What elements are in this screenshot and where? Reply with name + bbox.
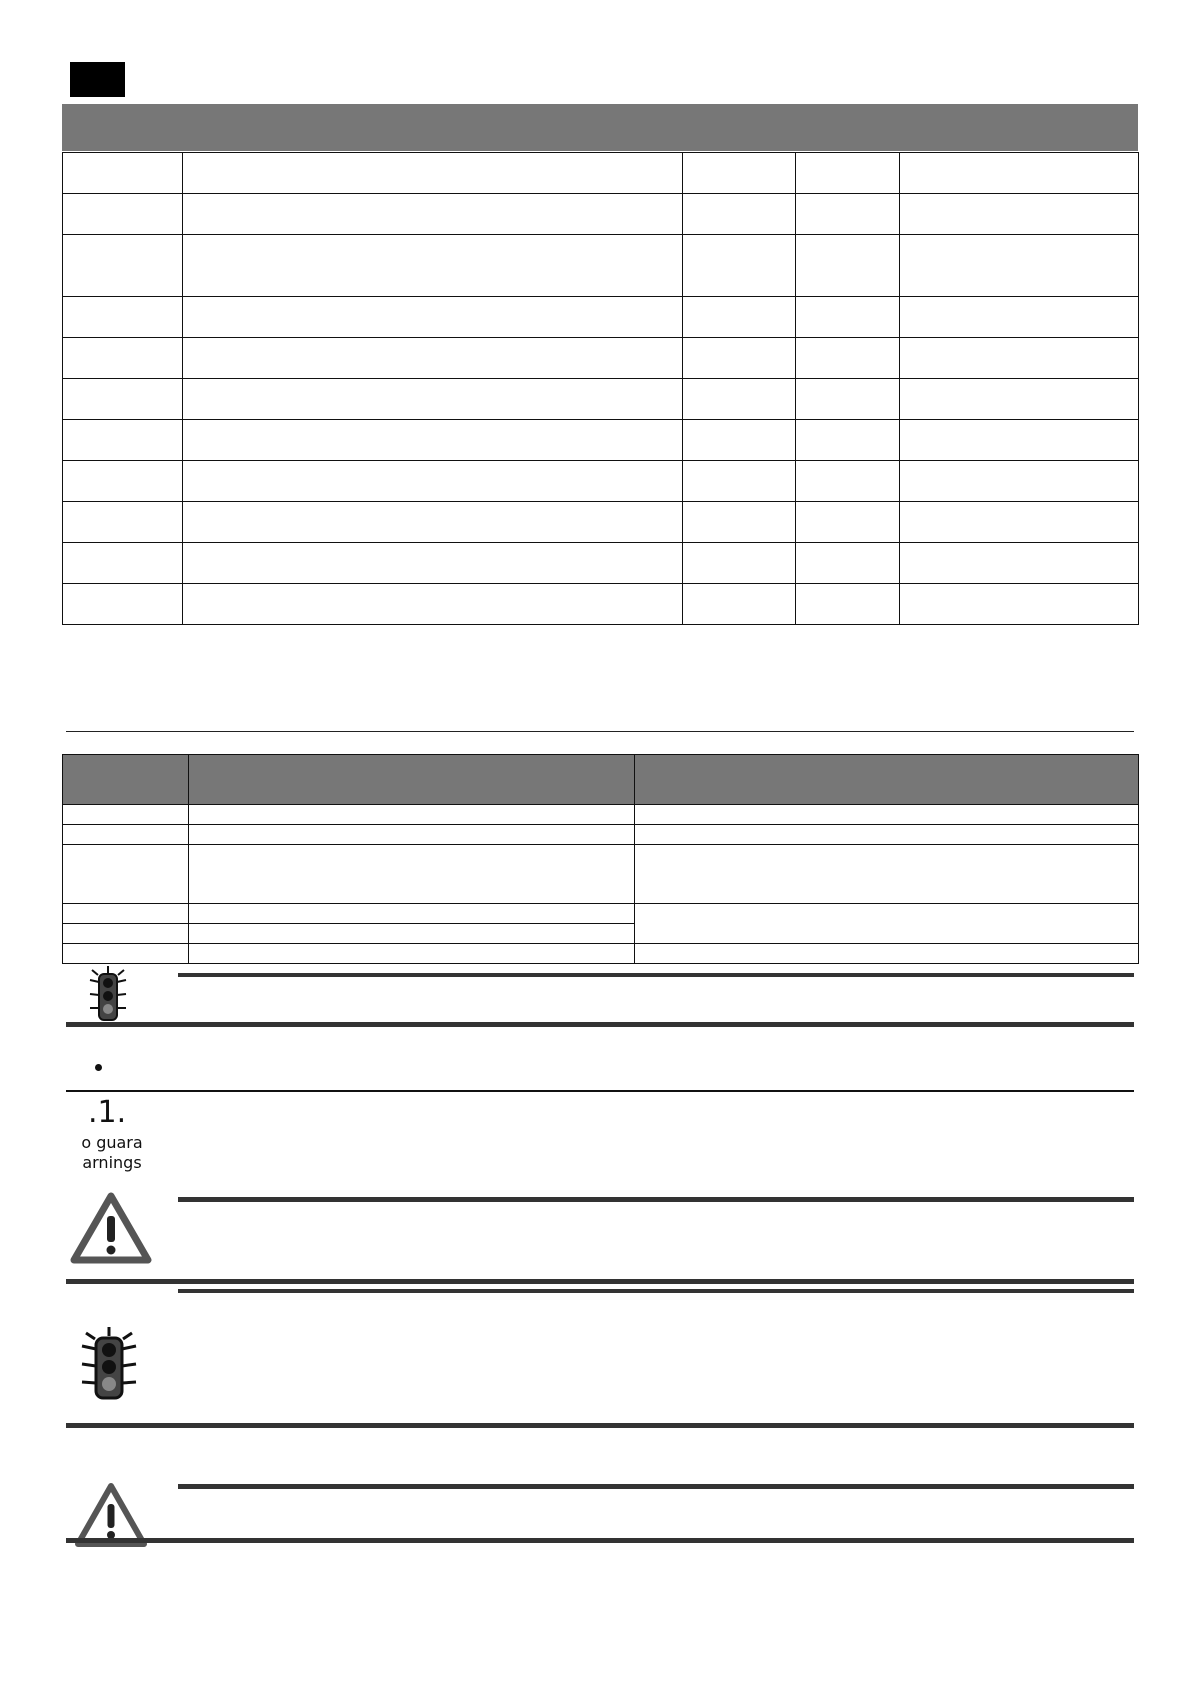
table-cell (796, 194, 900, 235)
table-row (63, 825, 1139, 845)
side-heading-line-2: arnings (82, 1153, 142, 1172)
table-cell (183, 379, 683, 420)
table-row (63, 153, 1139, 194)
table-cell (900, 379, 1139, 420)
table-cell (796, 543, 900, 584)
table-cell (900, 543, 1139, 584)
table-cell (183, 235, 683, 297)
table-row (63, 904, 1139, 924)
table-cell (635, 944, 1139, 964)
table-cell (63, 338, 183, 379)
table-cell (796, 297, 900, 338)
table-cell (900, 297, 1139, 338)
table-cell (183, 502, 683, 543)
table-cell (63, 194, 183, 235)
table-cell (683, 235, 796, 297)
notice-bottom-bar (66, 1022, 1134, 1027)
warning-bottom-bar (66, 1279, 1134, 1284)
table-cell (189, 825, 635, 845)
table-cell (683, 543, 796, 584)
table-cell (183, 153, 683, 194)
header-black-tab (70, 62, 125, 97)
section-number: .1. (88, 1095, 127, 1130)
table-cell (183, 194, 683, 235)
table-cell (63, 235, 183, 297)
table-cell (63, 904, 189, 924)
table-cell (683, 297, 796, 338)
section-divider (66, 731, 1134, 732)
traffic-light-icon (76, 1325, 142, 1405)
table-row (63, 194, 1139, 235)
table-cell (900, 502, 1139, 543)
table-cell (900, 153, 1139, 194)
warning-bottom-bar (66, 1538, 1134, 1543)
table-cell (189, 904, 635, 924)
table-cell (63, 297, 183, 338)
table-row (63, 502, 1139, 543)
notice-bottom-bar (66, 1423, 1134, 1428)
table-cell (900, 461, 1139, 502)
table-cell (189, 805, 635, 825)
table-row (63, 845, 1139, 904)
table-cell (183, 543, 683, 584)
notice-top-bar (178, 1289, 1134, 1293)
table-cell (63, 944, 189, 964)
table-row (63, 584, 1139, 625)
table-cell (796, 338, 900, 379)
table-cell (796, 461, 900, 502)
table-cell (63, 153, 183, 194)
warning-top-bar (178, 1484, 1134, 1489)
warning-triangle-icon (70, 1192, 152, 1264)
table-cell (63, 805, 189, 825)
table-cell (189, 944, 635, 964)
notice-top-bar (178, 973, 1134, 977)
data-table-1 (62, 152, 1139, 625)
warning-top-bar (178, 1197, 1134, 1202)
table-cell (183, 461, 683, 502)
table-row (63, 338, 1139, 379)
table-header-cell (189, 755, 635, 805)
side-heading-line-1: o guara (81, 1133, 143, 1152)
table-cell (796, 153, 900, 194)
table-cell (900, 584, 1139, 625)
table-cell (183, 297, 683, 338)
table-cell (63, 825, 189, 845)
table-header-cell (635, 755, 1139, 805)
table-cell (683, 584, 796, 625)
table-cell (189, 924, 635, 944)
table-cell (796, 379, 900, 420)
table-cell (683, 420, 796, 461)
table-row (63, 297, 1139, 338)
table1-title-band (62, 104, 1138, 151)
table-cell (183, 420, 683, 461)
table-cell (796, 502, 900, 543)
table-cell (683, 338, 796, 379)
bullet-dot (95, 1064, 102, 1071)
data-table-2 (62, 754, 1139, 964)
table-cell (635, 805, 1139, 825)
table-cell (63, 502, 183, 543)
table-cell (63, 461, 183, 502)
table-row (63, 235, 1139, 297)
section-rule (66, 1090, 1134, 1092)
table-cell (683, 153, 796, 194)
table-cell (683, 461, 796, 502)
table-cell-merged (635, 904, 1139, 944)
table-row (63, 805, 1139, 825)
table-row (63, 543, 1139, 584)
table-cell (63, 845, 189, 904)
table-cell (63, 379, 183, 420)
table-cell (796, 420, 900, 461)
traffic-light-icon (84, 964, 132, 1026)
table-cell (900, 194, 1139, 235)
table-row (63, 420, 1139, 461)
table-cell (183, 584, 683, 625)
table-cell (683, 194, 796, 235)
table-row (63, 944, 1139, 964)
table-cell (63, 584, 183, 625)
table-cell (189, 845, 635, 904)
table-cell (63, 924, 189, 944)
table-cell (635, 845, 1139, 904)
table-cell (63, 420, 183, 461)
table-header-row (63, 755, 1139, 805)
table-row (63, 461, 1139, 502)
table-cell (900, 235, 1139, 297)
table-cell (183, 338, 683, 379)
table-cell (635, 825, 1139, 845)
table-cell (683, 502, 796, 543)
table-cell (63, 543, 183, 584)
table-cell (683, 379, 796, 420)
table-cell (796, 584, 900, 625)
table-cell (900, 420, 1139, 461)
table-cell (900, 338, 1139, 379)
table-row (63, 379, 1139, 420)
table-cell (796, 235, 900, 297)
table-header-cell (63, 755, 189, 805)
